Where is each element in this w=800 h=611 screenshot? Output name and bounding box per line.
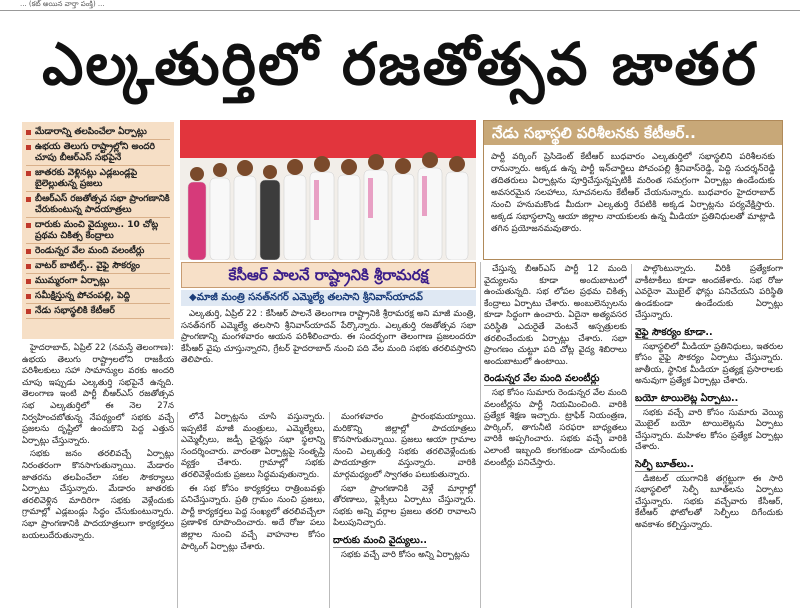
paragraph: సభా ప్రాంగణానికి వెళ్లే మార్గాల్లో తోరణాలు, ఫ్లెక్సీలు ఏర్పాటు చేస్తున్నారు. సభకు అన్ని వర్గాల ప్రజలు తరలి రావాలని పిలుపునిచ్చారు. <box>333 483 476 529</box>
photo-article <box>181 309 476 409</box>
group-photo-illustration <box>180 120 476 260</box>
highlight-item: రెండున్నర వేల మంది వలంటీర్లు <box>26 246 170 259</box>
paragraph: డిజిటల్ యుగానికి తగ్గట్టుగా ఈ సారి సభాస్థలిలో సెల్ఫీ బూత్‌లను ఏర్పాటు చేస్తున్నారు. సభకు వచ్చేవారు కేసీఆర్, కేటీఆర్ ఫోటోలతో సెల్ఫీలు దిగేందుకు అవకాశం కల్పిస్తున్నారు. <box>635 473 783 530</box>
paragraph: చేస్తున్న బీఆర్ఎస్ పార్టీ 12 మంది వైద్యులను కూడా అందుబాటులో ఉంచుతున్నది. సభ లోపల ప్రథమ చికిత్స కేంద్రాలు ఏర్పాటు చేశారు. అంబులెన్సులను కూడా సిద్ధంగా ఉంచారు. ఏదైనా అత్యవసర పరిస్థితి ఎదురైతే వెంటనే ఆస్పత్రులకు తరలించేందుకు ఏర్పాట్లు చేశారు. సభా ప్రాంగణం చుట్టూ పది చోట్ల వైద్య శిబిరాలు అందుబాటులో ఉంటాయి. <box>484 264 627 367</box>
subheading: వైఫై సౌకర్యం కూడా.. <box>635 326 713 338</box>
article-col-3 <box>333 412 476 608</box>
headline: ఎల్కతుర్తిలో రజతోత్సవ జాతర <box>42 30 758 98</box>
paragraph: సభ కోసం సుమారు రెండున్నర వేల మంది వలంటీర్లను పార్టీ నియమించింది. వారికి ప్రత్యేక శిక్షణ ఇచ్చారు. ట్రాఫిక్ నియంత్రణ, పార్కింగ్, తాగునీటి సరఫరా బాధ్యతలు వారికి అప్పగించారు. సభకు వచ్చే వారికి ఎలాంటి ఇబ్బంది కలగకుండా చూసేందుకు వలంటీర్లు పనిచేస్తారు. <box>484 387 627 468</box>
subheading: బయో టాయిలెట్ల ఏర్పాటు.. <box>635 392 739 404</box>
highlight-item: ఉభయ తెలుగు రాష్ట్రాల్లోని అందరి చూపు బీఆర్ఎస్ సభపైనే <box>26 142 170 166</box>
photo-article-text: ఎల్కతుర్తి, ఏప్రిల్ 22 : కేసీఆర్ పాలనే తెలంగాణ రాష్ట్రానికి శ్రీరామరక్ష అని మాజీ మంత్రి, సనత్‌నగర్ ఎమ్మెల్యే తలసాని శ్రీనివాస్‌యాదవ్ పేర్కొన్నారు. ఎల్కతుర్తి రజతోత్సవ సభా ప్రాంగణాన్ని మంగళవారం ఆయన పరిశీలించారు. ఈ సందర్భంగా తెలంగాణ ప్రజలందరూ కేసీఆర్ వైపు చూస్తున్నారని, గ్రేటర్ హైదరాబాద్ నుంచి పది వేల మంది సభకు తరలివస్తారని తెలిపారు. <box>181 309 476 366</box>
article-col-1 <box>22 343 174 609</box>
highlight-item: ముమ్మరంగా ఏర్పాట్లు <box>26 276 170 289</box>
paragraph: లోనే ఏర్పాట్లను చూసి వస్తున్నారు. ఇప్పటికే మాజీ మంత్రులు, ఎమ్మెల్యేలు, ఎమ్మెల్సీలు, జడ్పీ ఛైర్మన్లు సభా స్థలాన్ని సందర్శించారు. వారంతా ఏర్పాట్లపై సంతృప్తి వ్యక్తం చేశారు. గ్రామాల్లో సభకు తరలివెళ్లేందుకు ప్రజలు సిద్ధమవుతున్నారు. <box>181 412 325 480</box>
highlight-item: నేడు సభాస్థలికి కేటీఆర్ <box>26 306 170 319</box>
column-divider <box>631 264 632 608</box>
sidebar-box <box>483 120 783 260</box>
highlight-item: వాటర్ బాటిల్స్.. వైఫై సౌకర్యం <box>26 261 170 274</box>
subheading: రెండున్నర వేల మంది వలంటీర్లు <box>484 373 600 385</box>
news-photo <box>180 120 476 260</box>
article-col-5 <box>635 264 783 608</box>
photo-caption: కేసీఆర్ పాలనే రాష్ట్రానికి శ్రీరామరక్ష <box>181 262 476 288</box>
paragraph: మంగళవారం ప్రారంభమయ్యాయి. మరికొన్ని జిల్లాల్లో పాదయాత్రలు కొనసాగుతున్నాయి. ప్రజలు ఆయా గ్రామాల నుంచి ఎల్కతుర్తి సభకు తరలివెళ్లేందుకు పాదయాత్రగా వస్తున్నారు. వారికి మార్గమధ్యంలో స్వాగతం పలుకుతున్నారు. <box>333 412 476 480</box>
highlight-item: సమీక్షిస్తున్న పోచంపల్లి, పెద్ది <box>26 291 170 304</box>
article-col-4 <box>484 264 627 608</box>
highlight-item: బీఆర్ఎస్ రజతోత్సవ సభా ప్రాంగణానికి చేరుకుంటున్న పాదయాత్రలు <box>26 194 170 218</box>
highlight-item: జాతరకు వెళ్లినట్లు ఎడ్లబండ్లపై బైలెల్లుతున్న ప్రజలు <box>26 168 170 192</box>
highlights-box <box>22 122 174 339</box>
article-col-2 <box>181 412 325 608</box>
column-divider <box>480 262 481 608</box>
paragraph: పాల్గొంటున్నారు. వీరికి ప్రత్యేకంగా వాకీటాకీలు కూడా అందజేశారు. సభ రోజు ఎవరైనా మొబైల్ ఫోన్లు పనిచేయని పరిస్థితి ఉండకుండా ఉండేందుకు ఏర్పాట్లు చేస్తున్నారు. <box>635 264 783 321</box>
highlight-item: దారుకు మంచి వైద్యులు.. 10 చోట్ల ప్రథమ చికిత్స కేంద్రాలు <box>26 220 170 244</box>
photo-quote: ◆ మాజీ మంత్రి సనత్‌నగర్ ఎమ్మెల్యే తలసాని శ్రీనివాస్‌యాదవ్ <box>181 290 476 306</box>
column-divider <box>177 412 178 608</box>
paragraph: సభకు వచ్చే వారి కోసం అన్ని ఏర్పాట్లను <box>341 549 470 560</box>
paragraph: సభాస్థలిలో మీడియా ప్రతినిధులు, ఇతరుల కోసం వైఫై సౌకర్యం ఏర్పాటు చేస్తున్నారు. జాతీయ, స్థానిక మీడియా ప్రత్యక్ష ప్రసారాలకు అనువుగా ప్రత్యేక ఏర్పాట్లు చేశారు. <box>635 341 783 387</box>
sidebar-box-title: నేడు సభాస్థలి పరిశీలనకు కేటీఆర్.. <box>484 121 782 145</box>
paragraph: ఈ సభ కోసం కార్యకర్తలు రాత్రింబవళ్లు పనిచేస్తున్నారు. ప్రతి గ్రామం నుంచి ప్రజలు, పార్టీ కార్యకర్తలు పెద్ద సంఖ్యలో తరలివచ్చేలా ప్రణాళిక రూపొందించారు. అదే రోజు పలు జిల్లాల నుంచి వచ్చే వాహనాల కోసం పార్కింగ్ ఏర్పాట్లు చేశారు. <box>181 483 325 552</box>
top-strip: ... (కట్ అయిన వార్తా పంక్తి) ... <box>0 0 800 11</box>
sidebar-box-text: పార్టీ వర్కింగ్ ప్రెసిడెంట్ కేటీఆర్ బుధవారం ఎల్కతుర్తిలో సభాస్థలిని పరిశీలనకు రానున్నారు. అక్కడ ఉన్న పార్టీ ఇన్‌చార్జిలు పోచంపల్లి శ్రీనివాస్‌రెడ్డి, పెద్ది సుదర్శన్‌రెడ్డి తదితరులు ఏర్పాట్లను పూర్తిచేస్తున్నప్పటికీ మరింత సమగ్రంగా ఏర్పాట్లు ఉండేందుకు అవసరమైన సలహాలు, సూచనలను కేటీఆర్ చేయనున్నారు. బుధవారం హైదరాబాద్ నుంచి హనుమకొండ మీదుగా ఎల్కతుర్తి రేపటికి అక్కడ ఏర్పాట్లను పర్యవేక్షిస్తారు. అక్కడ సభాస్థలాన్ని ఆయా జిల్లాల నాయకులకు ఉన్న మీడియా ప్రతినిధులతో మాట్లాడి తగిన ప్రయోజనమవుతారు. <box>491 152 775 234</box>
subheading: దారుకు మంచి వైద్యులు.. <box>333 534 428 546</box>
paragraph: హైదరాబాద్, ఏప్రిల్ 22 (నమస్తే తెలంగాణ): ఉభయ తెలుగు రాష్ట్రాలలోని రాజకీయ పరిశీలకులు సహా సామాన్యుల వరకు అందరి చూపు ఇప్పుడు ఎల్కతుర్తి సభపైనే ఉన్నది. తెలంగాణ ఇంటి పార్టీ బీఆర్ఎస్ రజతోత్సవ సభ ఎల్కతుర్తిలో ఈ నెల 27న నిర్వహించబోతున్న నేపథ్యంలో సభకు వచ్చే ప్రజలను దృష్టిలో ఉంచుకొని పెద్ద ఎత్తున ఏర్పాట్లు చేస్తున్నారు. <box>22 343 174 446</box>
paragraph: సభకు జనం తరలివచ్చే ఏర్పాట్లు నిరంతరంగా కొనసాగుతున్నాయి. మేడారం జాతరను తలపించేలా సకల సౌకర్యాలు ఏర్పాటు చేస్తున్నారు. మేడారం జాతరకు తరలివెళ్లిన మాదిరిగా సభకు వెళ్లేందుకు గ్రామాల్లో ఎడ్లబండ్లు సిద్ధం చేసుకుంటున్నారు. సభా ప్రాంగణానికి పాదయాత్రలుగా కార్యకర్తలు బయలుదేరుతున్నారు. <box>22 449 174 541</box>
column-divider <box>329 412 330 608</box>
subheading: సెల్ఫీ బూత్‌లు.. <box>635 458 694 470</box>
paragraph: సభకు వచ్చే వారి కోసం సుమారు వెయ్యి మొబైల్ బయో టాయిలెట్లను ఏర్పాటు చేస్తున్నారు. మహిళల కోసం ప్రత్యేక ఏర్పాట్లు చేశారు. <box>635 407 783 453</box>
highlight-item: మేడారాన్ని తలపించేలా ఏర్పాట్లు <box>26 127 170 140</box>
